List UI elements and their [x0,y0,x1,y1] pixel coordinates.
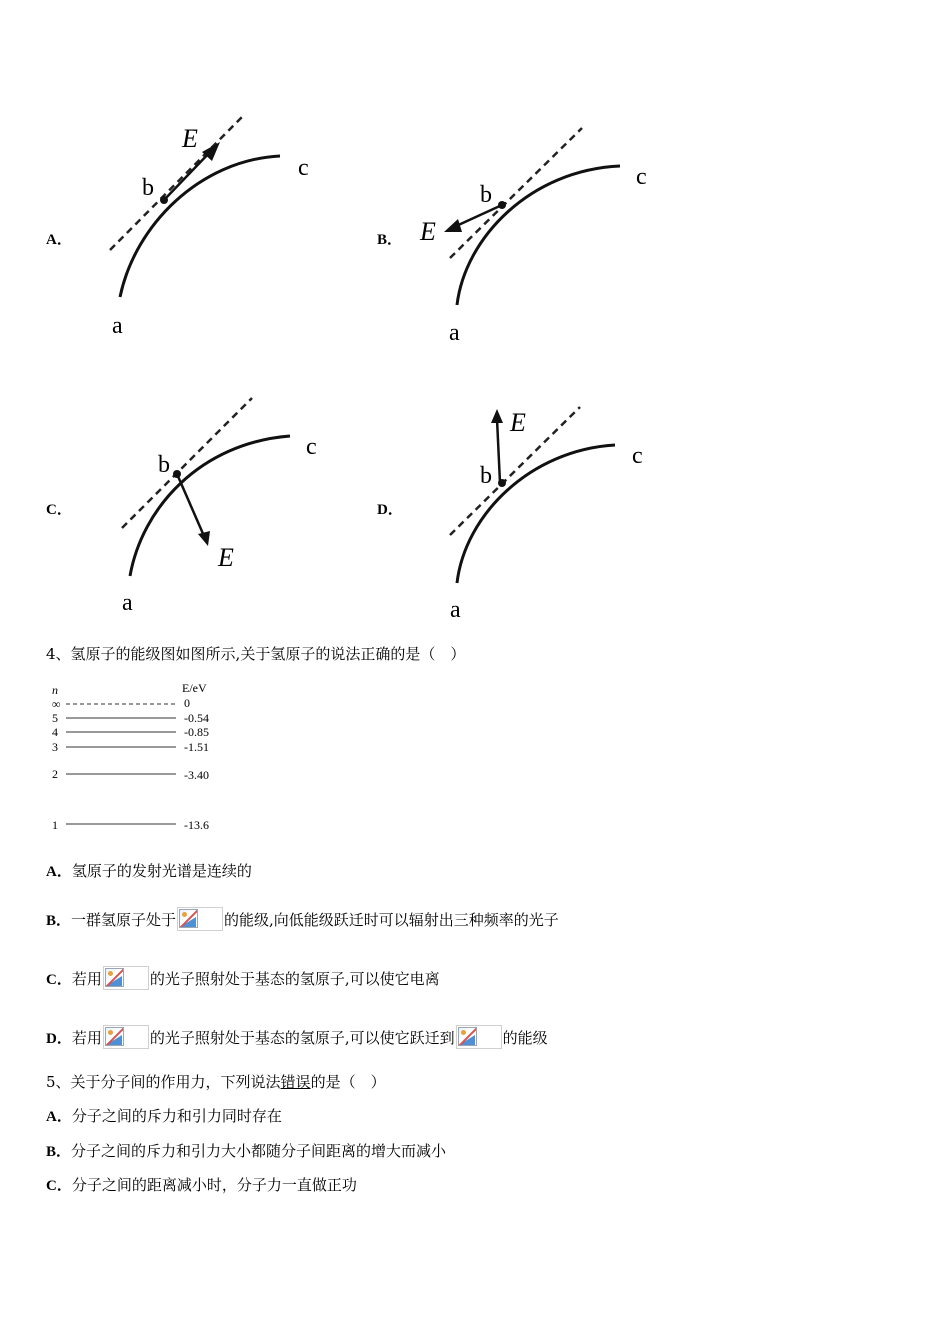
broken-image-icon [177,907,223,931]
tangent-line [110,117,242,250]
label-c: c [632,443,643,469]
option-c-figure [100,388,350,623]
label-b: b [480,463,492,489]
q5-option-a [46,1106,282,1127]
label-c: c [298,155,309,181]
q4-option-d [46,1025,548,1049]
option-label: C． [46,1178,72,1194]
q5-option-c [46,1175,357,1196]
level-n-label: 1 [52,818,58,832]
level-e-label: -13.6 [184,818,209,832]
label-b: b [480,182,492,208]
n-axis-label: n [52,683,58,697]
option-text: 的能级 [502,1029,548,1047]
option-d-label: D． [377,502,403,518]
option-b-label: B． [377,232,403,248]
arrowhead-icon [491,409,503,423]
q4-option-a [46,861,252,882]
label-a: a [122,590,133,616]
level-n-label: 2 [52,767,58,781]
q4-option-c [46,966,440,990]
label-c: c [306,434,317,460]
option-text: 的光子照射处于基态的氢原子,可以使它跃迁到 [149,1029,455,1047]
label-c: c [636,164,647,190]
option-label: B． [46,1144,72,1160]
level-e-label: -3.40 [184,768,209,782]
arrowhead-icon [198,531,210,546]
level-e-label: 0 [184,696,190,710]
label-e: E [182,124,198,153]
option-text: 分子之间的斥力和引力同时存在 [71,1107,282,1125]
level-n-label: 4 [52,725,58,739]
q4-stem: 4、氢原子的能级图如图所示,关于氢原子的说法正确的是（ ） [46,645,466,663]
option-a-figure [90,105,350,355]
option-label: A． [46,864,72,880]
label-a: a [449,320,460,346]
stem-emphasis: 错误 [280,1073,311,1091]
label-b: b [158,452,170,478]
option-text: 的光子照射处于基态的氢原子,可以使它电离 [149,970,440,988]
tangent-line [450,128,582,258]
option-label: C． [46,972,72,988]
broken-image-icon [456,1025,502,1049]
level-n-label: ∞ [52,697,61,711]
option-text: 的能级,向低能级跃迁时可以辐射出三种频率的光子 [224,911,559,929]
option-text: 分子之间的距离减小时，分子力一直做正功 [71,1176,357,1194]
e-vector [177,474,204,536]
option-label: B． [46,913,72,929]
option-label: D． [46,1031,72,1047]
tangent-line [122,398,252,528]
option-c-label: C． [46,502,72,518]
option-d-figure [410,395,680,630]
option-a-label: A． [46,232,72,248]
stem-text: 的是（ ） [310,1073,386,1091]
level-e-label: -1.51 [184,740,209,754]
energy-level-diagram [46,678,226,838]
label-e: E [510,408,526,437]
q5-stem [46,1072,386,1092]
label-a: a [450,597,461,623]
option-text: 氢原子的发射光谱是连续的 [71,862,252,880]
level-n-label: 5 [52,711,58,725]
option-text: 若用 [71,970,102,988]
option-text: 若用 [71,1029,102,1047]
option-b-figure [410,118,680,353]
label-b: b [142,175,154,201]
q5-option-b [46,1141,446,1162]
level-n-label: 3 [52,740,58,754]
option-label: A． [46,1109,72,1125]
arrowhead-icon [444,219,462,232]
curve-abc [130,436,290,576]
label-a: a [112,313,123,339]
e-axis-label: E/eV [182,681,207,695]
label-e: E [218,543,234,572]
stem-text: 5、关于分子间的作用力，下列说法 [46,1073,281,1091]
option-text: 分子之间的斥力和引力大小都随分子间距离的增大而减小 [71,1142,447,1160]
broken-image-icon [103,966,149,990]
level-e-label: -0.85 [184,725,209,739]
level-e-label: -0.54 [184,711,209,725]
q4-option-b [46,907,559,931]
option-text: 一群氢原子处于 [71,911,177,929]
e-vector [497,419,500,483]
broken-image-icon [103,1025,149,1049]
label-e: E [420,217,436,246]
